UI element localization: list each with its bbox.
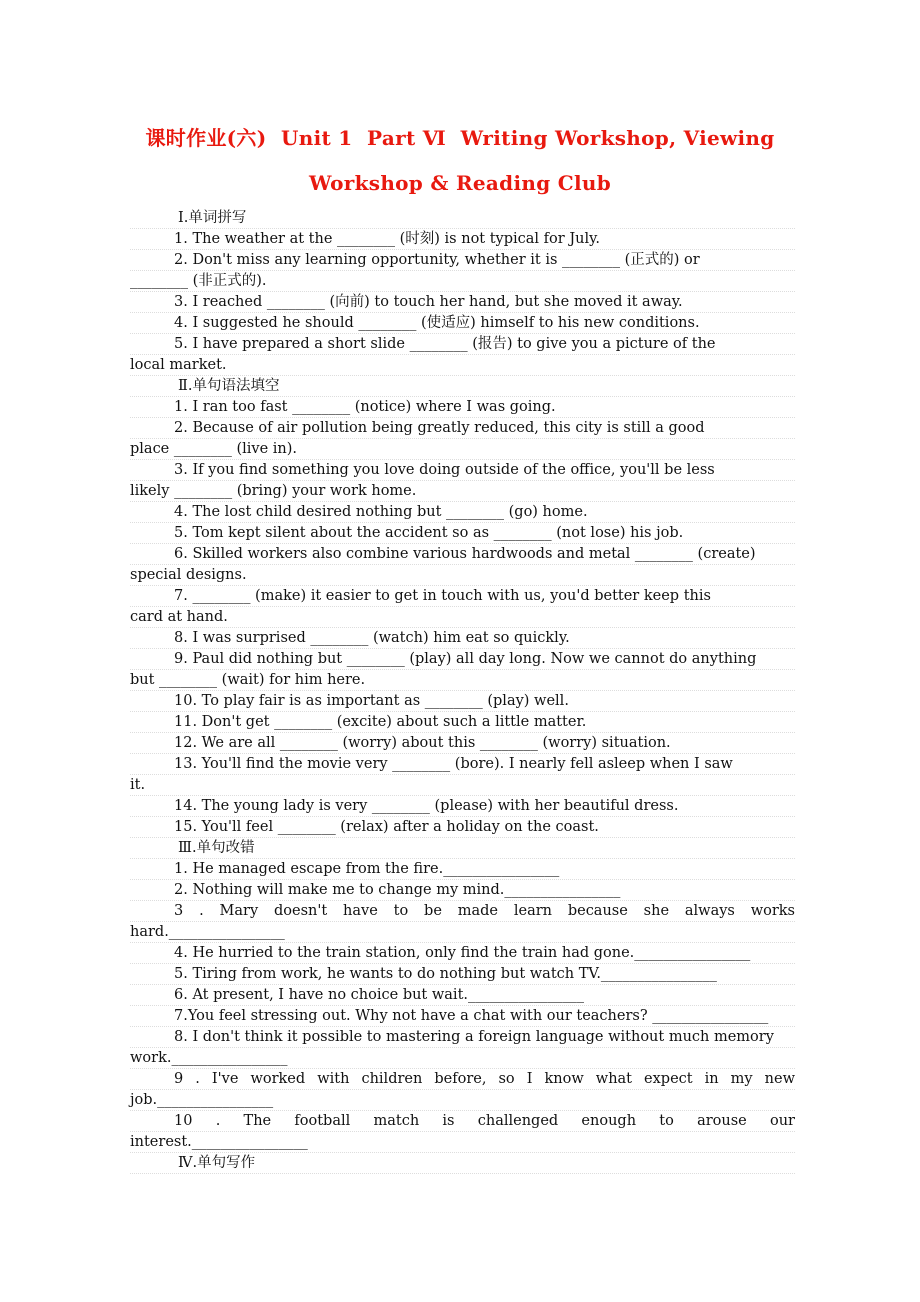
s2-line-12: 8. I was surprised ________ (watch) him eat so quickly. — [130, 628, 795, 649]
s2-line-4: 3. If you find something you love doing outside of the office, you'll be less — [130, 460, 795, 481]
s2-line-18: 13. You'll find the movie very ________ (bore). I nearly fell asleep when I saw — [130, 754, 795, 775]
s3-line-8: 7.You feel stressing out. Why not have a chat with our teachers? ________________ — [130, 1006, 795, 1027]
s2-line-5: likely ________ (bring) your work home. — [130, 481, 795, 502]
s1-line-3: ________ (非正式的). — [130, 271, 795, 292]
section-4-heading: Ⅳ.单句写作 — [130, 1153, 795, 1174]
title-line-1: 课时作业(六) Unit 1 Part Ⅵ Writing Workshop, Viewing — [145, 126, 775, 150]
s3-line-13: 10 . The football match is challenged enough to arouse our — [130, 1111, 795, 1132]
s3-line-9: 8. I don't think it possible to mastering a foreign language without much memory — [130, 1027, 795, 1048]
s1-line-4: 3. I reached ________ (向前) to touch her hand, but she moved it away. — [130, 292, 795, 313]
s2-line-21: 15. You'll feel ________ (relax) after a holiday on the coast. — [130, 817, 795, 838]
s3-line-1: 1. He managed escape from the fire.________________ — [130, 859, 795, 880]
section-3-heading: Ⅲ.单句改错 — [130, 838, 795, 859]
s3-line-3: 3 . Mary doesn't have to be made learn because she always works — [130, 901, 795, 922]
s1-line-2: 2. Don't miss any learning opportunity, whether it is ________ (正式的) or — [130, 250, 795, 271]
s3-line-4: hard.________________ — [130, 922, 795, 943]
s2-line-9: special designs. — [130, 565, 795, 586]
s2-line-2: 2. Because of air pollution being greatly reduced, this city is still a good — [130, 418, 795, 439]
section-1-heading: Ⅰ.单词拼写 — [130, 208, 795, 229]
section-2-heading: Ⅱ.单句语法填空 — [130, 376, 795, 397]
s3-line-5: 4. He hurried to the train station, only find the train had gone.________________ — [130, 943, 795, 964]
s2-line-6: 4. The lost child desired nothing but ________ (go) home. — [130, 502, 795, 523]
s2-line-16: 11. Don't get ________ (excite) about such a little matter. — [130, 712, 795, 733]
s2-line-19: it. — [130, 775, 795, 796]
s3-line-2: 2. Nothing will make me to change my mind.________________ — [130, 880, 795, 901]
s1-line-5: 4. I suggested he should ________ (使适应) himself to his new conditions. — [130, 313, 795, 334]
s3-line-10: work.________________ — [130, 1048, 795, 1069]
s2-line-20: 14. The young lady is very ________ (please) with her beautiful dress. — [130, 796, 795, 817]
s2-line-1: 1. I ran too fast ________ (notice) where I was going. — [130, 397, 795, 418]
s2-line-17: 12. We are all ________ (worry) about this ________ (worry) situation. — [130, 733, 795, 754]
s3-line-7: 6. At present, I have no choice but wait.________________ — [130, 985, 795, 1006]
s2-line-8: 6. Skilled workers also combine various hardwoods and metal ________ (create) — [130, 544, 795, 565]
exercise-body — [130, 208, 795, 1174]
s3-line-6: 5. Tiring from work, he wants to do nothing but watch TV.________________ — [130, 964, 795, 985]
s1-line-7: local market. — [130, 355, 795, 376]
s3-line-11: 9 . I've worked with children before, so I know what expect in my new — [130, 1069, 795, 1090]
s2-line-14: but ________ (wait) for him here. — [130, 670, 795, 691]
s1-line-6: 5. I have prepared a short slide ________ (报告) to give you a picture of the — [130, 334, 795, 355]
title-line-2: Workshop & Reading Club — [309, 171, 611, 195]
s2-line-15: 10. To play fair is as important as ________ (play) well. — [130, 691, 795, 712]
s2-line-3: place ________ (live in). — [130, 439, 795, 460]
s2-line-10: 7. ________ (make) it easier to get in touch with us, you'd better keep this — [130, 586, 795, 607]
s1-line-1: 1. The weather at the ________ (时刻) is not typical for July. — [130, 229, 795, 250]
s2-line-13: 9. Paul did nothing but ________ (play) all day long. Now we cannot do anything — [130, 649, 795, 670]
s2-line-7: 5. Tom kept silent about the accident so as ________ (not lose) his job. — [130, 523, 795, 544]
s2-line-11: card at hand. — [130, 607, 795, 628]
s3-line-12: job.________________ — [130, 1090, 795, 1111]
s3-line-14: interest.________________ — [130, 1132, 795, 1153]
